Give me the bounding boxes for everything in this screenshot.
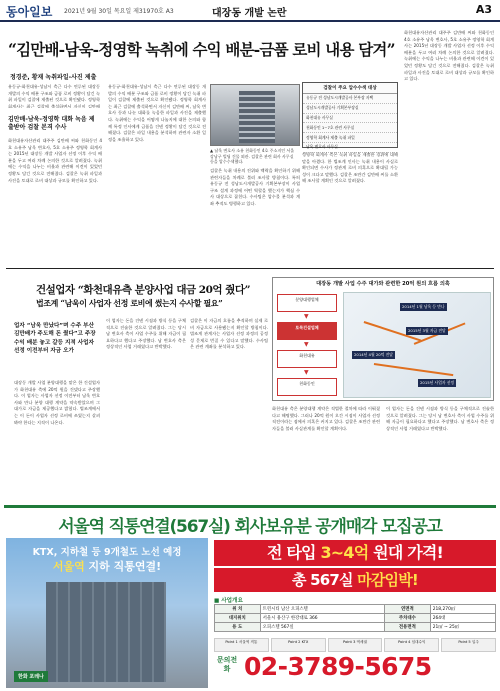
table-row [215,614,496,623]
second-headline: 건설업자 “화천대유측 분양사업 대금 20억 줬다” [36,284,251,296]
flow-tag: 2014년 4월 20억 전달 [354,352,393,357]
main-headline: “김만배-남욱-정영학 녹취에 수익 배분-금품 로비 내용 담겨” [8,40,395,59]
selling-point: Point 1 서울역 직통 [214,638,269,652]
flow-map [343,292,491,398]
building-shape [239,91,275,143]
ad-headline: 서울역 직통연결(567실) 회사보유분 공개매각 모집공고 [58,517,442,537]
sidebox-title: 검찰이 주요 압수수색 대상 [303,83,397,94]
sidebox-row: 정영학 회계사 제출 녹취 파일 [303,133,397,143]
money-flow-graphic [272,277,494,401]
table-value: 218,270㎡ [430,605,495,614]
contact-label: 문의전화 [216,656,238,673]
newspaper-logo: 동아일보 [6,5,53,19]
table-value: 오피스텔 567실 [260,623,385,632]
flow-tag: 2015년 3월 자금 전달 [408,328,446,333]
second-deck: 법조계 “남욱이 사업자 선정 로비에 썼는지 수사할 필요” [36,298,223,308]
price-prefix: 전 타입 [266,543,321,562]
sidebox-row: 화천대유 사무실 [303,114,397,124]
selling-point: Point 4 임대수익 [384,638,439,652]
price-value: 3~4억 [320,543,369,562]
table-key: 주차대수 [385,614,431,623]
page-number: A3 [475,3,492,16]
article2-column-3: 검찰은 이 자금의 흐름을 추적하며 실제 로비 자금으로 사용됐는지 확인할 방침이다. 법조계 관계자는 사업자 선정 과정의 공정성 문제로 번질 수 있다고 말했다. 수사팀은 관련 계좌를 분석하고 있다. [190,318,268,350]
flow-tag: 2014년 1월 남욱 등 만나 [402,304,445,309]
brand-logo: 한화 포레나 [14,671,48,682]
down-arrow-icon: ▼ [304,313,309,320]
section-divider [6,268,494,269]
real-estate-ad [4,505,496,687]
section-title: 대장동 개발 논란 [212,8,287,19]
flow-box: 토목건설업체 [277,322,337,340]
flow-tag: 2015년 사업자 선정 [420,380,455,385]
down-arrow-icon: ▼ [304,369,309,376]
pull-quote: 업자 “남욱 만났다”며 수주 부산 김만배가 주도해 돈 줬다”고 주장 수익 배분 놓고 갈등 지적 사업자 선정 이전부터 자금 오가 [14,323,96,355]
project-overview-table [214,604,496,632]
contact-phone: 02-3789-5675 [244,652,432,681]
flow-box: 천화동인 [277,378,337,396]
table-value: 트윈시티 남산 오피스텔 [260,605,385,614]
tower-image [46,582,166,682]
price-banner [214,540,496,566]
article2-column-5: 이 업자는 돈을 건넨 시점과 방식 등을 구체적으로 진술한 것으로 알려졌다. 그는 당시 남 변호사 측이 사업 수주를 위해 자금이 필요하다고 했다고 주장했다. 남 변호사 측은 정상적인 사업 거래였다고 반박했다. [386,406,494,431]
table-row [215,605,496,614]
flow-chain [277,294,337,396]
article1-byline: 정경준, 황재 녹취파일-사진 제출 [10,74,97,81]
ad-visual-line-2 [6,558,208,574]
article1-column-2: 유동규-화천대유-성남시 측근 다수 연루된 대장동 개발의 수익 배분 구조와 금품 로비 정황이 담긴 녹취 파일이 검찰에 제출된 것으로 확인됐다. 정영학 회계사는 최근 검찰에 출석하면서 자신이 김만배 씨, 남욱 변호사 등과 나눈 대화를 녹음한 파일과 사진을 제출했다. 녹취에는 수익을 어떻게 나눌지에 대한 논의와 함께 특정 인사에게 금품을 건넨 정황이 담긴 것으로 전해졌다. 검찰은 파일 내용을 분석하며 관련자 소환 일정을 조율하고 있다. [108,84,206,142]
article1-subhead: 김만배-남욱-정영학 대화 녹음 제출받아 검찰 본격 수사 [8,116,95,131]
article1-column-3: 검찰은 녹취 내용의 진위와 맥락을 확인하기 위해 관련자들을 차례로 불러 조사할 방침이다. 특히 유동규 전 성남도시개발공사 기획본부장이 사업 구조 설계 과정에 어떤 역할을 했는지가 핵심 수사 대상으로 꼽힌다. 수사팀은 압수물 분석과 계좌 추적도 병행하고 있다. [210,168,300,206]
sidebox-row: 성남도시개발공사 기획본부장실 [303,104,397,114]
selling-points [214,638,496,652]
sidebox-row: 천화동인 1~7호 관련 사무실 [303,123,397,133]
total-highlight: 마감임박! [357,571,418,589]
masthead [0,0,500,22]
ad-visual-rest: 지하 직통연결! [84,560,162,573]
issue-meta: 2021년 9월 30일 목요일 제31970호 A3 [64,8,174,15]
table-value: 264대 [430,614,495,623]
selling-point: Point 2 KTX [271,638,326,652]
seizure-targets-box [302,82,398,148]
table-key: 전용면적 [385,623,431,632]
selling-point: Point 3 역세권 [328,638,383,652]
total-banner [214,568,496,592]
ad-visual-line-1: KTX, 지하철 등 9개철도 노선 예정 [32,547,182,558]
sidebox-row: 유동규 전 성남도시개발공사 본부장 자택 [303,94,397,104]
table-key: 위 치 [215,605,261,614]
table-row [215,623,496,632]
total-prefix: 총 567실 [292,571,358,589]
table-key: 용 도 [215,623,261,632]
flow-box: 분양대행업체 [277,294,337,312]
article1-lede: 유동규-화천대유-성남시 측근 다수 연루된 대장동 개발의 수익 배분 구조와 금품 로비 정황이 담긴 녹취 파일이 검찰에 제출된 것으로 확인됐다. 정영학 회계사는 최근 검찰에 출석하면서 자신이 김만배 [8,84,100,108]
down-arrow-icon: ▼ [304,341,309,348]
graphic-title: 대장동 개발 사업 수주 대가와 관련한 20억 원의 흐름 의혹 [316,281,450,287]
article1-column-5: 화천대유자산관리 대주주 김만배 씨와 천화동인 4호 소유주 남욱 변호사, 5호 소유주 정영학 회계사는 2015년 대장동 개발 사업자 선정 이후 수익 배분을 두고 여러 차례 논의한 것으로 알려졌다. 녹취에는 수익을 나누는 비율과 관련해 이견이 있었던 정황도 담긴 것으로 전해졌다. 검찰은 녹취 파일과 사진을 토대로 로비 대상과 규모를 확인하고 있다. [404,30,494,82]
article1-column-4: 정영학 회계사 측은 녹취 파일을 제출한 경위에 대해 말을 아꼈다. 한 법조계 인사는 녹취 내용이 사실로 확인되면 수사가 정관계 로비 의혹으로 확대될 가능성이 크다고 말했다. 검찰은 조만간 김만배 씨를 소환해 조사할 계획인 것으로 알려졌다. [302,152,398,184]
table-value: 서울시 용산구 한강대로 366 [260,614,385,623]
flow-route [374,363,453,376]
table-value: 21㎡ ~ 25㎡ [430,623,495,632]
article1-column-1: 화천대유자산관리 대주주 김만배 씨와 천화동인 4호 소유주 남욱 변호사, 5호 소유주 정영학 회계사는 2015년 대장동 개발 사업자 선정 이후 수익 배분을 두고 여러 차례 논의한 것으로 알려졌다. 녹취에는 수익을 나누는 비율과 관련해 이견이 있었던 정황도 담긴 것으로 전해졌다. 검찰은 녹취 파일과 사진을 토대로 로비 대상과 규모를 확인하고 있다. [8,138,102,183]
sidebox-row: 남욱 변호사 사무실 [303,143,397,153]
table-key: 대지위치 [215,614,261,623]
article2-column-2: 이 업자는 돈을 건넨 시점과 방식 등을 구체적으로 진술한 것으로 알려졌다. 그는 당시 남 변호사 측이 사업 수주를 위해 자금이 필요하다고 했다고 주장했다. 남 변호사 측은 정상적인 사업 거래였다고 반박했다. [106,318,186,350]
table-key: 연면적 [385,605,431,614]
article2-column-4: 화천대유 측은 분양대행 계약은 적법한 절차에 따라 이뤄졌다고 해명했다. 그러나 20억 원이 오간 시점이 사업자 선정 직전이라는 점에서 의혹은 커지고 있다. 검찰은 조만간 관련자들을 불러 사실관계를 확인할 계획이다. [272,406,380,431]
price-suffix: 원대 가격! [368,543,444,562]
ad-visual [6,538,208,688]
ad-visual-highlight: 서울역 [52,560,85,573]
flow-box: 화천대유 [277,350,337,368]
selling-point: Point 5 입주 [441,638,496,652]
building-photo [210,84,300,146]
project-overview-label: ■ 사업개요 [214,598,243,604]
article2-column-1: 대장동 개발 사업 분양대행을 맡은 한 건설업자가 화천대유 측에 20억 원을 건넸다고 주장했다. 이 업자는 사업자 선정 이전부터 남욱 변호사와 만나 분양 대행 계약을 약속받았으며 그 대가로 자금을 제공했다고 밝혔다. 법조계에서는 이 돈이 사업자 선정 로비에 쓰였는지 살펴봐야 한다는 지적이 나온다. [14,380,100,425]
photo-caption: ▲ 남욱 변호사 소유 천화동인 4호 주소지인 서울 강남구 빌딩 건물 외관. 검찰은 관련 회사 사무실 등을 압수수색했다. [210,148,295,165]
